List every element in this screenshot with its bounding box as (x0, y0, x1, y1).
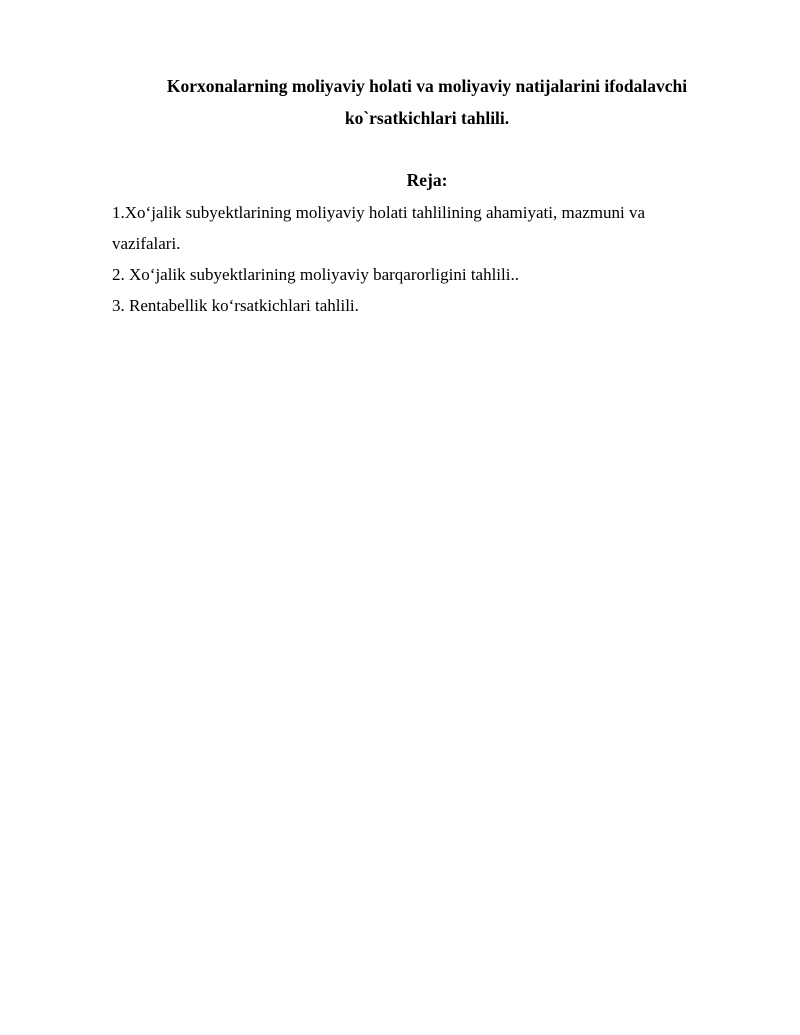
plan-list (112, 197, 712, 321)
plan-heading: Reja: (406, 170, 448, 190)
plan-item-1-continuation: vazifalari. (112, 234, 181, 253)
plan-item-1: 1.Xo‘jalik subyektlarining moliyaviy holati tahlilining ahamiyati, mazmuni va (112, 203, 646, 222)
title-line-1: Korxonalarning moliyaviy holati va moliyaviy natijalarini ifodalavchi (166, 76, 688, 96)
document-title (110, 70, 744, 134)
plan-item-2: 2. Xo‘jalik subyektlarining moliyaviy barqarorligini tahlili.. (112, 265, 519, 284)
plan-item-3: 3. Rentabellik ko‘rsatkichlari tahlili. (112, 296, 359, 315)
title-line-2: ko`rsatkichlari tahlili. (344, 108, 510, 128)
